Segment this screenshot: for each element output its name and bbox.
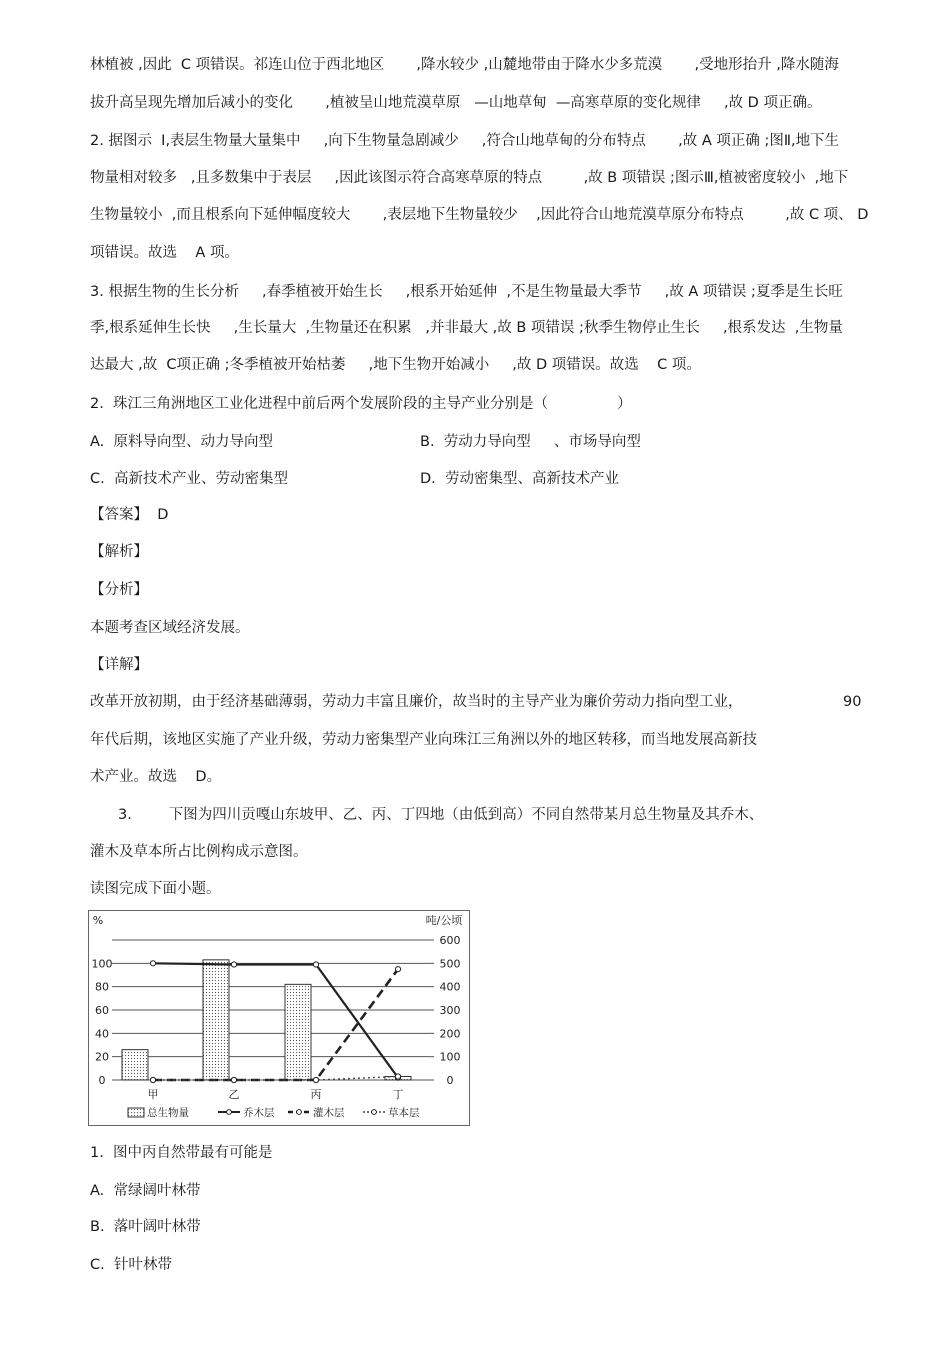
legend-swatch-point xyxy=(297,1110,302,1115)
question-3-stem: 灌木及草本所占比例构成示意图。 xyxy=(90,844,308,860)
left-axis-tick-label: 40 xyxy=(95,1027,109,1041)
q3-sub-question-1: 1. 图中丙自然带最有可能是 xyxy=(90,1145,273,1161)
detail-heading: 【详解】 xyxy=(90,657,148,673)
analysis-heading: 【解析】 xyxy=(90,544,148,560)
q3-option-b: B. 落叶阔叶林带 xyxy=(90,1219,201,1235)
detail-line: 术产业。故选 D。 xyxy=(90,769,222,785)
left-axis-tick-label: 0 xyxy=(98,1074,106,1087)
chart-frame xyxy=(89,911,470,1126)
q2-option-a: A. 原料导向型、动力导向型 xyxy=(90,434,273,450)
series-point xyxy=(150,1077,155,1082)
q3-option-a: A. 常绿阔叶林带 xyxy=(90,1183,201,1199)
detail-year-number: 90 xyxy=(843,694,862,710)
series-line-dotted xyxy=(153,1077,398,1081)
q2-option-c: C. 高新技术产业、劳动密集型 xyxy=(90,471,288,487)
biomass-chart xyxy=(88,910,470,1126)
series-point xyxy=(395,1074,400,1079)
legend-swatch-point xyxy=(372,1110,377,1115)
series-point xyxy=(313,962,318,967)
legend-swatch-point xyxy=(227,1110,232,1115)
legend-label: 总生物量 xyxy=(147,1107,189,1119)
bar-total-biomass xyxy=(122,1050,148,1080)
q3-option-c: C. 针叶林带 xyxy=(90,1257,172,1273)
biomass-chart-svg xyxy=(88,910,470,1126)
left-axis-tick-label: 60 xyxy=(95,1004,109,1017)
left-axis-tick-label: 100 xyxy=(91,957,113,971)
category-label: 甲 xyxy=(147,1088,159,1101)
question-2-stem: 2. 珠江三角洲地区工业化进程中前后两个发展阶段的主导产业分别是（ ） xyxy=(90,396,632,412)
text-line: 生物量较小 ,而且根系向下延伸幅度较大 ,表层地下生物量较少 ,因此符合山地荒漠草原分布特点 ,故 C 项、 D xyxy=(90,207,869,223)
text-line: 林植被 ,因此 C 项错误。祁连山位于西北地区 ,降水较少 ,山麓地带由于降水少多荒漠 ,受地形抬升 ,降水随海 xyxy=(90,57,839,73)
question-3-instruction: 读图完成下面小题。 xyxy=(90,881,221,897)
detail-line: 改革开放初期，由于经济基础薄弱，劳动力丰富且廉价，故当时的主导产业为廉价劳动力指向型工业， xyxy=(90,694,743,710)
answer-label: 【答案】 D xyxy=(90,507,169,523)
series-line-dashed xyxy=(153,969,398,1080)
right-axis-tick-label: 600 xyxy=(439,934,461,947)
left-axis-unit: % xyxy=(92,914,104,927)
series-point xyxy=(231,962,236,967)
series-point xyxy=(395,967,400,972)
text-line: 季,根系延伸生长快 ,生长量大 ,生物量还在积累 ,并非最大 ,故 B 项错误 ;秋季生物停止生长 ,根系发达 ,生物量 xyxy=(90,320,843,336)
q2-option-b: B. 劳动力导向型 、市场导向型 xyxy=(420,434,641,450)
series-line-solid xyxy=(153,963,398,1077)
bar-total-biomass xyxy=(285,984,311,1080)
category-label: 乙 xyxy=(228,1088,240,1101)
series-point xyxy=(313,1077,318,1082)
category-label: 丙 xyxy=(310,1088,322,1101)
right-axis-tick-label: 0 xyxy=(446,1074,454,1087)
q2-option-d: D. 劳动密集型、高新技术产业 xyxy=(420,471,619,487)
series-point xyxy=(150,961,155,966)
text-line: 达最大 ,故 C项正确 ;冬季植被开始枯萎 ,地下生物开始减小 ,故 D 项错误。故选 C 项。 xyxy=(90,357,701,373)
bar-total-biomass xyxy=(203,960,229,1080)
text-line: 拔升高呈现先增加后减小的变化 ,植被呈山地荒漠草原 —山地草甸 —高寒草原的变化规律 ,故 D 项正确。 xyxy=(90,95,822,111)
left-axis-tick-label: 20 xyxy=(95,1050,109,1064)
text-line: 物量相对较多 ,且多数集中于表层 ,因此该图示符合高寒草原的特点 ,故 B 项错误 ;图示Ⅲ,植被密度较小 ,地下 xyxy=(90,170,849,186)
text-line: 3. 根据生物的生长分析 ,春季植被开始生长 ,根系开始延伸 ,不是生物量最大季节 ,故 A 项错误 ;夏季是生长旺 xyxy=(90,284,843,300)
text-line: 2. 据图示 Ⅰ,表层生物量大量集中 ,向下生物量急剧减少 ,符合山地草甸的分布特点 ,故 A 项正确 ;图Ⅱ,地下生 xyxy=(90,133,840,149)
question-3-stem: 3. 下图为四川贡嘎山东坡甲、乙、丙、丁四地（由低到高）不同自然带某月总生物量及其乔木、 xyxy=(118,807,764,823)
right-axis-tick-label: 100 xyxy=(439,1050,461,1064)
detail-line: 年代后期，该地区实施了产业升级，劳动力密集型产业向珠江三角洲以外的地区转移，而当地发展高新技 xyxy=(90,732,757,748)
legend-label: 草本层 xyxy=(388,1107,420,1119)
legend-label: 乔木层 xyxy=(243,1107,275,1119)
series-point xyxy=(231,1077,236,1082)
right-axis-unit: 吨/公顷 xyxy=(425,914,463,927)
right-axis-tick-label: 300 xyxy=(439,1004,461,1017)
right-axis-tick-label: 500 xyxy=(439,957,461,971)
left-axis-tick-label: 80 xyxy=(95,980,109,994)
fenxi-heading: 【分析】 xyxy=(90,582,148,598)
right-axis-tick-label: 400 xyxy=(439,980,461,994)
legend-label: 灌木层 xyxy=(313,1107,345,1119)
category-label: 丁 xyxy=(392,1088,404,1101)
text-line: 项错误。故选 A 项。 xyxy=(90,245,239,261)
right-axis-tick-label: 200 xyxy=(439,1027,461,1041)
legend-swatch-bar xyxy=(128,1108,144,1117)
fenxi-text: 本题考查区域经济发展。 xyxy=(90,620,250,636)
